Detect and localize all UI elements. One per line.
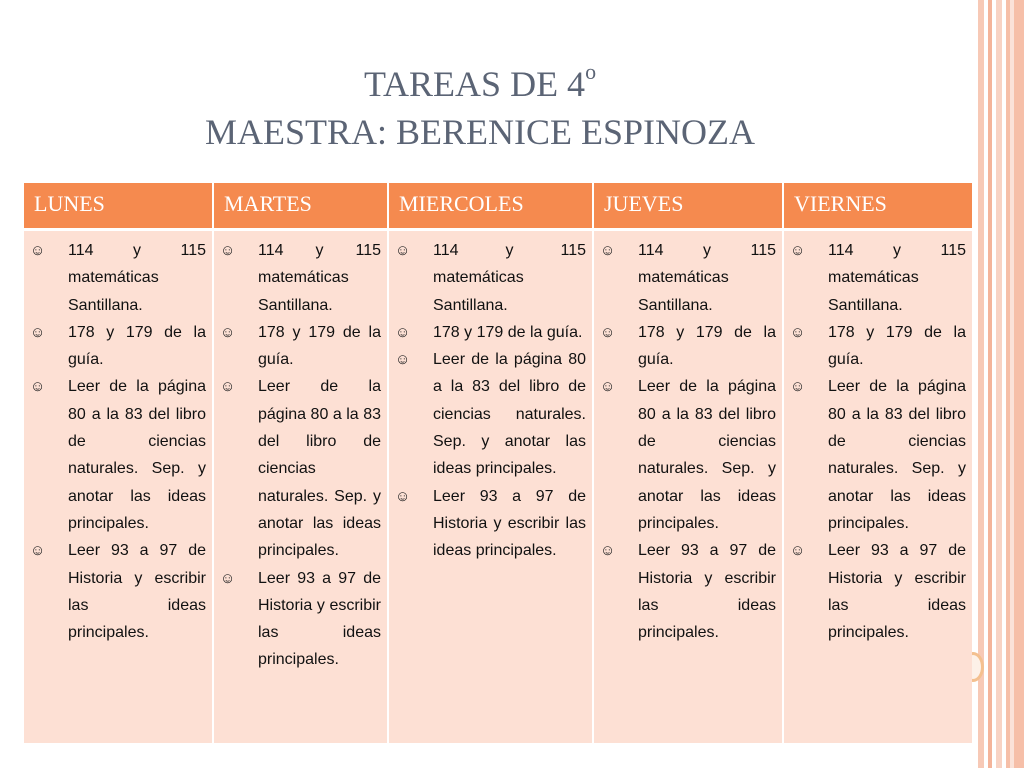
smiley-bullet-icon: ☺ (790, 542, 806, 560)
task-item (790, 373, 966, 537)
task-item (220, 319, 381, 374)
task-item (30, 373, 206, 537)
column-header: VIERNES (784, 183, 972, 231)
title-line-1: TAREAS DE 4$^o$ (363, 59, 597, 104)
task-text: 178 y 179 de la guía. (433, 323, 583, 341)
task-item (790, 319, 966, 374)
task-text: Leer de la página 80 a la 83 del libro de ciencias naturales. Sep. y anotar las ideas principales. (638, 378, 776, 532)
column-body (389, 231, 592, 743)
column-header: MARTES (214, 183, 387, 231)
task-item (790, 537, 966, 646)
smiley-bullet-icon: ☺ (395, 323, 411, 341)
decor-stripe (1006, 0, 1024, 768)
smiley-bullet-icon: ☺ (790, 323, 806, 341)
smiley-bullet-icon: ☺ (790, 242, 806, 259)
column-header: MIERCOLES (389, 183, 592, 231)
smiley-bullet-icon: ☺ (30, 542, 46, 560)
task-item (395, 319, 586, 346)
column-header: LUNES (24, 183, 212, 231)
smiley-bullet-icon: ☺ (600, 378, 616, 396)
column-body (784, 231, 972, 743)
task-item (220, 373, 381, 564)
smiley-bullet-icon: ☺ (395, 487, 411, 505)
task-text: Leer de la página 80 a la 83 del libro de ciencias naturales. Sep. y anotar las ideas principales. (68, 378, 206, 532)
column-header: JUEVES (594, 183, 782, 231)
decor-stripe (1010, 0, 1014, 768)
slide-title (60, 52, 900, 156)
title-line-2: MAESTRA: BERENICE ESPINOZA (204, 112, 756, 152)
task-item (30, 237, 206, 319)
task-text: 178 y 179 de la guía. (828, 323, 966, 369)
task-text: Leer de la página 80 a la 83 del libro de ciencias naturales. Sep. y anotar las ideas principales. (433, 351, 586, 478)
column-body (214, 231, 387, 743)
task-item (220, 237, 381, 319)
task-item (395, 346, 586, 482)
homework-table (24, 183, 972, 743)
task-text: 178 y 179 de la guía. (638, 323, 776, 369)
column-martes (214, 183, 389, 743)
smiley-bullet-icon: ☺ (220, 323, 236, 341)
task-text: 114 y 115 matemáticas Santillana. (258, 242, 381, 314)
smiley-bullet-icon: ☺ (30, 242, 46, 259)
smiley-bullet-icon: ☺ (600, 542, 616, 560)
task-text: 114 y 115 matemáticas Santillana. (638, 242, 776, 314)
decor-stripe (978, 0, 984, 768)
task-item (220, 565, 381, 674)
task-text: Leer de la página 80 a la 83 del libro de ciencias naturales. Sep. y anotar las ideas principales. (828, 378, 966, 532)
column-body (594, 231, 782, 743)
task-text: Leer 93 a 97 de Historia y escribir las ideas principales. (258, 569, 381, 669)
column-miercoles (389, 183, 594, 743)
task-text: Leer 93 a 97 de Historia y escribir las ideas principales. (433, 487, 586, 560)
task-text: 114 y 115 matemáticas Santillana. (68, 242, 206, 314)
task-item (600, 237, 776, 319)
task-text: 178 y 179 de la guía. (258, 323, 381, 369)
title-superscript: o (585, 59, 597, 84)
task-text: 114 y 115 matemáticas Santillana. (828, 242, 966, 314)
task-item (395, 483, 586, 565)
smiley-bullet-icon: ☺ (220, 378, 236, 396)
task-item (30, 319, 206, 374)
smiley-bullet-icon: ☺ (395, 242, 411, 259)
smiley-bullet-icon: ☺ (220, 569, 236, 587)
task-text: 178 y 179 de la guía. (68, 323, 206, 369)
task-text: Leer 93 a 97 de Historia y escribir las ideas principales. (68, 542, 206, 642)
task-item (600, 319, 776, 374)
smiley-bullet-icon: ☺ (30, 378, 46, 396)
column-lunes (24, 183, 214, 743)
column-viernes (784, 183, 972, 743)
column-jueves (594, 183, 784, 743)
task-text: 114 y 115 matemáticas Santillana. (433, 242, 586, 314)
task-text: Leer de la página 80 a la 83 del libro de ciencias naturales. Sep. y anotar las ideas principales. (258, 378, 381, 560)
task-item (600, 537, 776, 646)
decor-stripe (996, 0, 1002, 768)
smiley-bullet-icon: ☺ (600, 242, 616, 259)
column-body (24, 231, 212, 743)
task-item (395, 237, 586, 319)
smiley-bullet-icon: ☺ (395, 351, 411, 369)
decor-stripe (988, 0, 992, 768)
task-text: Leer 93 a 97 de Historia y escribir las ideas principales. (638, 542, 776, 642)
task-item (30, 537, 206, 646)
smiley-bullet-icon: ☺ (30, 323, 46, 341)
smiley-bullet-icon: ☺ (600, 323, 616, 341)
smiley-bullet-icon: ☺ (220, 242, 236, 259)
task-item (790, 237, 966, 319)
task-item (600, 373, 776, 537)
task-text: Leer 93 a 97 de Historia y escribir las ideas principales. (828, 542, 966, 642)
smiley-bullet-icon: ☺ (790, 378, 806, 396)
